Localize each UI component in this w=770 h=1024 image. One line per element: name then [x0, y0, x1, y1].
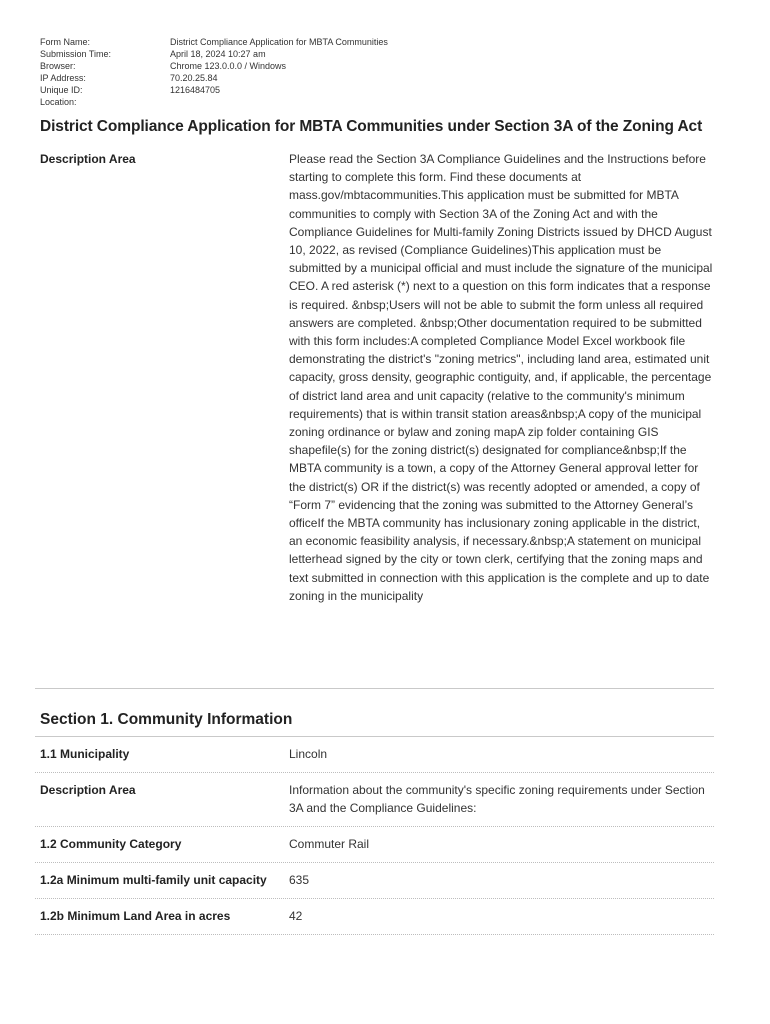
field-value: 42	[289, 909, 303, 923]
section-1-title: Section 1. Community Information	[40, 711, 293, 728]
field-value: Information about the community's specific zoning requirements under Section 3A and the Compliance Guidelines:	[289, 783, 705, 815]
meta-value: 1216484705	[170, 85, 221, 95]
field-row-community-category	[35, 827, 714, 863]
field-label: 1.2a Minimum multi-family unit capacity	[40, 873, 267, 887]
field-label: 1.1 Municipality	[40, 747, 130, 761]
field-label: 1.2b Minimum Land Area in acres	[40, 909, 231, 923]
meta-row-form-name	[40, 36, 388, 48]
meta-label: Location:	[40, 97, 77, 107]
meta-value: April 18, 2024 10:27 am	[170, 49, 266, 59]
meta-label: Browser:	[40, 61, 76, 71]
field-label: Description Area	[40, 783, 136, 797]
field-row-min-land-area	[35, 899, 714, 935]
meta-row-location	[40, 96, 388, 108]
section-divider	[35, 688, 714, 689]
meta-row-submission-time	[40, 48, 388, 60]
field-value: Commuter Rail	[289, 837, 370, 851]
meta-label: Submission Time:	[40, 49, 112, 59]
meta-value: 70.20.25.84	[170, 73, 218, 83]
field-row-municipality	[35, 737, 714, 773]
meta-label: Unique ID:	[40, 85, 83, 95]
meta-label: IP Address:	[40, 73, 86, 83]
description-text: Please read the Section 3A Compliance Guidelines and the Instructions before starting to complete this form. Find these documents at mass.gov/mbtacommunities.This application must be submitted for MBTA communities to comply with Section 3A of the Zoning Act and with the Compliance Guidelines for Multi-family Zoning Districts issued by DHCD August 10, 2022, as revised (Compliance Guidelines)This application must be submitted by a municipal official and must include the signature of the municipal CEO. A red asterisk (*) next to a question on this form indicates that a response is required. &nbsp;Users will not be able to submit the form unless all required answers are completed. &nbsp;Other documentation required to be submitted with this form includes:A completed Compliance Model Excel workbook file demonstrating the district's "zoning metrics", including land area, estimated unit capacity, gross density, geographic contiguity, and, if applicable, the percentage of district land area and unit capacity (relative to the community's minimum requirements) that is within transit station areas&nbsp;A copy of the municipal zoning ordinance or bylaw and zoning mapA zip folder containing GIS shapefile(s) for the zoning district(s) designated for compliance&nbsp;If the MBTA community is a town, a copy of the Attorney General approval letter for the district(s) OR if the district(s) was recently adopted or amended, a copy of “Form 7” evidencing that the zoning was submitted to the Attorney General’s officeIf the MBTA community has inclusionary zoning applicable in the district, an economic feasibility analysis, if necessary.&nbsp;A statement on municipal letterhead signed by the city or town clerk, certifying that the zoning maps and text submitted in connection with this application is the complete and up to date zoning in the municipality	[289, 152, 713, 603]
description-area	[40, 150, 720, 605]
meta-row-browser	[40, 60, 388, 72]
meta-value: District Compliance Application for MBTA Communities	[170, 37, 388, 47]
section-1-fields	[35, 737, 714, 935]
field-row-description	[35, 773, 714, 827]
field-value: 635	[289, 873, 310, 887]
submission-metadata	[40, 36, 388, 108]
form-title: District Compliance Application for MBTA Communities under Section 3A of the Zoning Act	[40, 118, 703, 135]
meta-row-ip-address	[40, 72, 388, 84]
field-label: 1.2 Community Category	[40, 837, 182, 851]
field-row-min-unit-capacity	[35, 863, 714, 899]
meta-label: Form Name:	[40, 37, 91, 47]
meta-row-unique-id	[40, 84, 388, 96]
field-value: Lincoln	[289, 747, 328, 761]
description-label: Description Area	[40, 152, 136, 166]
meta-value: Chrome 123.0.0.0 / Windows	[170, 61, 287, 71]
